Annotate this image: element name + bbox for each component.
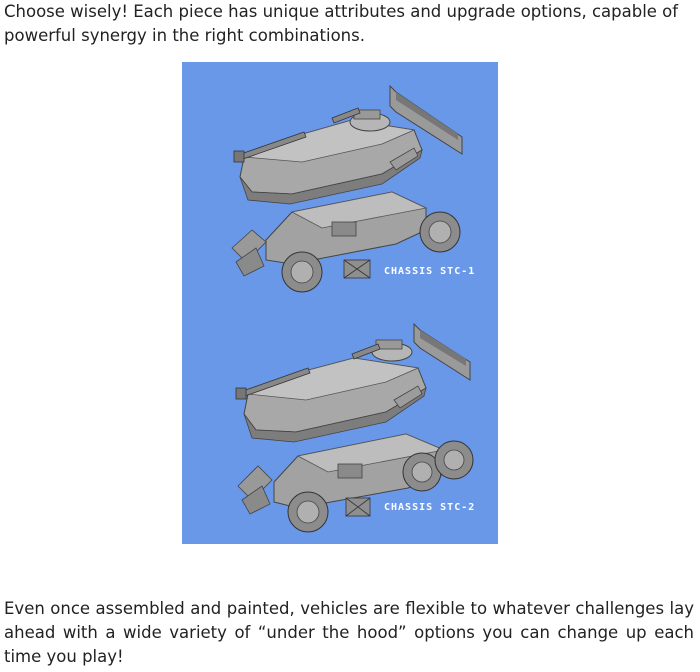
vehicle-2-illustration <box>236 324 475 532</box>
vehicle-1-illustration <box>232 86 475 292</box>
outro-paragraph: Even once assembled and painted, vehicles are flexible to whatever challenges lay ahead with a wide variety of “under the hood” options you can change up each time you play! <box>4 599 694 666</box>
vehicle-chassis-image <box>182 62 498 544</box>
caption-chassis-stc-2: CHASSIS STC-2 <box>384 502 476 513</box>
caption-chassis-stc-1: CHASSIS STC-1 <box>384 266 476 277</box>
intro-paragraph: Choose wisely! Each piece has unique attributes and upgrade options, capable of powerful synergy in the right combinations. <box>4 2 679 45</box>
